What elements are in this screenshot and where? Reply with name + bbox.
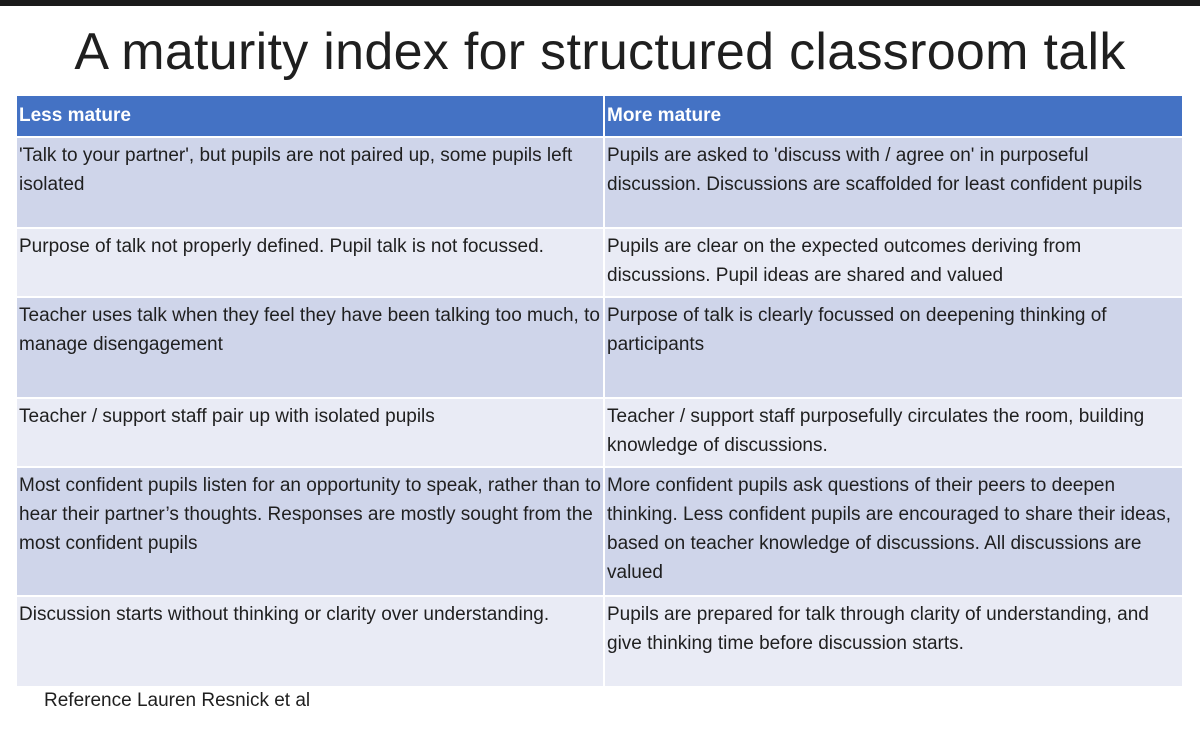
cell-more-mature: Pupils are clear on the expected outcomes deriving from discussions. Pupil ideas are shared and valued bbox=[604, 228, 1182, 297]
table-row bbox=[17, 467, 1182, 596]
cell-more-mature: Pupils are asked to 'discuss with / agree on' in purposeful discussion. Discussions are scaffolded for least confident pupils bbox=[604, 137, 1182, 228]
cell-more-mature: More confident pupils ask questions of their peers to deepen thinking. Less confident pupils are encouraged to share their ideas, based on teacher knowledge of discussions. All discussions are valued bbox=[604, 467, 1182, 596]
cell-more-mature: Teacher / support staff purposefully circulates the room, building knowledge of discussions. bbox=[604, 398, 1182, 467]
cell-more-mature: Pupils are prepared for talk through clarity of understanding, and give thinking time before discussion starts. bbox=[604, 596, 1182, 686]
header-less-mature: Less mature bbox=[17, 96, 604, 137]
cell-less-mature: Discussion starts without thinking or clarity over understanding. bbox=[17, 596, 604, 686]
cell-less-mature: Most confident pupils listen for an opportunity to speak, rather than to hear their partner’s thoughts. Responses are mostly sought from the most confident pupils bbox=[17, 467, 604, 596]
cell-less-mature: Purpose of talk not properly defined. Pupil talk is not focussed. bbox=[17, 228, 604, 297]
table-row bbox=[17, 228, 1182, 297]
table-row bbox=[17, 398, 1182, 467]
reference-note: Reference Lauren Resnick et al bbox=[44, 690, 311, 711]
header-more-mature: More mature bbox=[604, 96, 1182, 137]
table-row bbox=[17, 596, 1182, 686]
cell-less-mature: Teacher / support staff pair up with isolated pupils bbox=[17, 398, 604, 467]
cell-less-mature: Teacher uses talk when they feel they have been talking too much, to manage disengagement bbox=[17, 297, 604, 398]
page-title: A maturity index for structured classroom talk bbox=[74, 23, 1126, 81]
top-rule bbox=[0, 0, 1200, 6]
maturity-table bbox=[17, 96, 1182, 686]
table-row bbox=[17, 137, 1182, 228]
table-row bbox=[17, 297, 1182, 398]
table-header-row bbox=[17, 96, 1182, 137]
cell-more-mature: Purpose of talk is clearly focussed on deepening thinking of participants bbox=[604, 297, 1182, 398]
cell-less-mature: 'Talk to your partner', but pupils are not paired up, some pupils left isolated bbox=[17, 137, 604, 228]
